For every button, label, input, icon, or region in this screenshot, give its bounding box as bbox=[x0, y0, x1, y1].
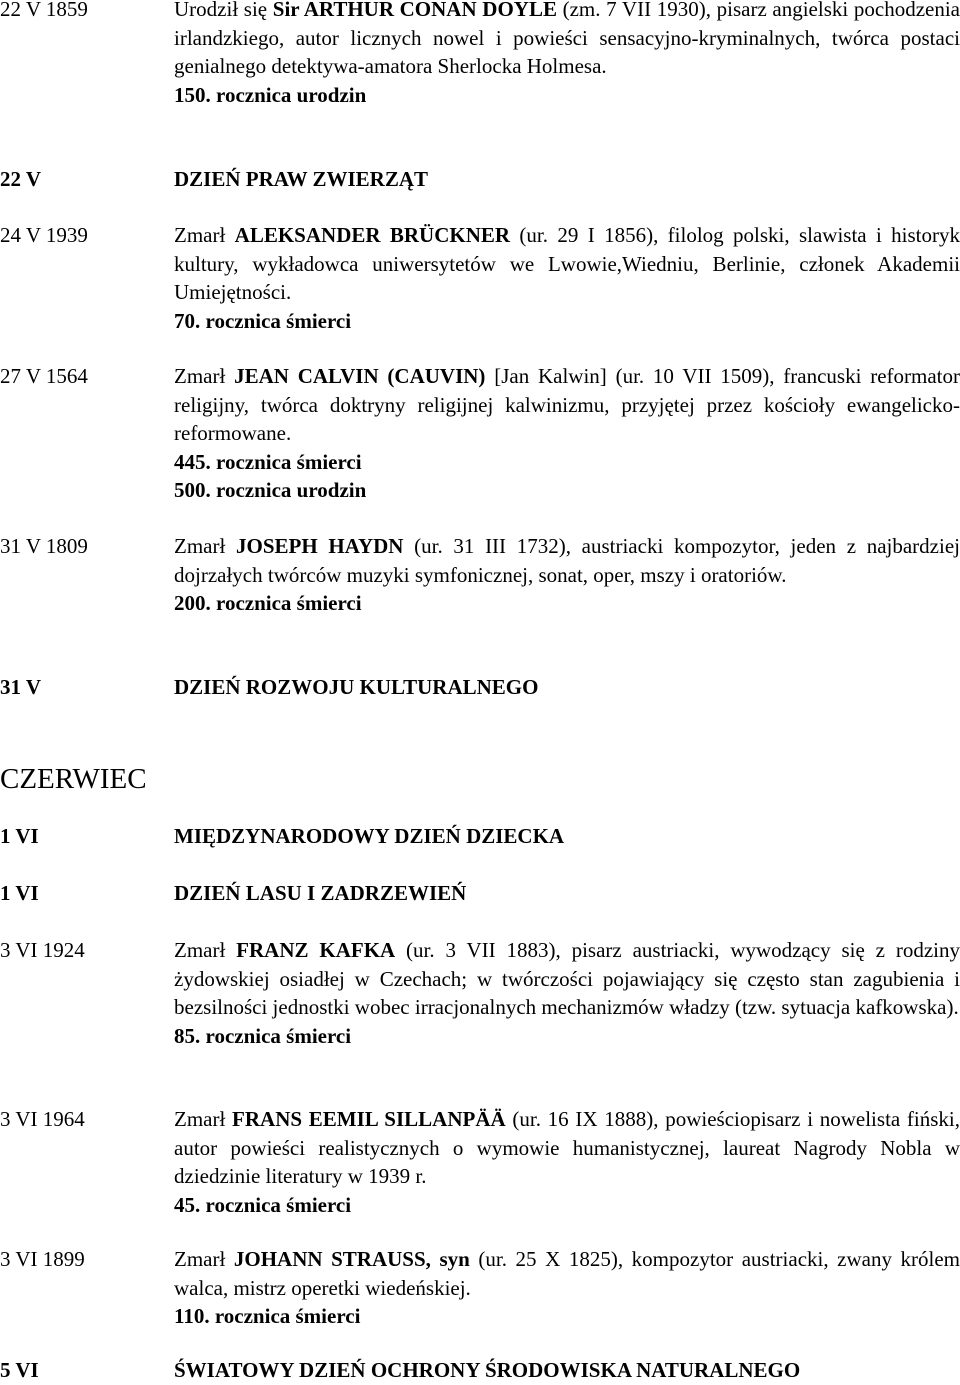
entry-prefix: Zmarł bbox=[174, 1247, 234, 1271]
entry-date: 31 V 1809 bbox=[0, 534, 88, 558]
entry-body bbox=[174, 0, 960, 109]
entry-text: (zm. 7 VII 1930), pisarz angielski pochodzenia irlandzkiego, autor licznych nowel i powieści sensacyjno-kryminalnych, twórca postaci genialnego detektywa-amatora Sherlocka Holmesa. bbox=[174, 0, 960, 78]
entry-prefix: Zmarł bbox=[174, 223, 235, 247]
anniversary: 200. rocznica śmierci bbox=[174, 591, 362, 615]
entry-date: 22 V 1859 bbox=[0, 0, 88, 21]
entry-prefix: Zmarł bbox=[174, 1107, 233, 1131]
person-name: FRANS EEMIL SILLANPÄÄ bbox=[232, 1107, 506, 1131]
entry-body bbox=[174, 1105, 960, 1219]
anniversary: 70. rocznica śmierci bbox=[174, 308, 352, 333]
entry-body bbox=[174, 1245, 960, 1331]
month-title: CZERWIEC bbox=[0, 763, 147, 795]
entry-prefix: Urodził się bbox=[174, 0, 273, 21]
entry-text: (ur. 29 I 1856), filolog polski, slawista i historyk kultury, wykładowca uniwersytetów we Lwowie,Wiedniu, Berlinie, członek Akademii Umiejętności. bbox=[174, 223, 960, 304]
entry-date: 1 VI bbox=[0, 824, 39, 848]
entry-description bbox=[174, 936, 960, 1022]
person-name: Sir ARTHUR CONAN DOYLE bbox=[272, 0, 557, 21]
entry-description bbox=[174, 532, 960, 589]
entry-description bbox=[174, 1105, 960, 1191]
observance-heading: DZIEŃ LASU I ZADRZEWIEŃ bbox=[174, 881, 467, 905]
entry-body bbox=[174, 1356, 960, 1385]
entry-body bbox=[174, 221, 960, 335]
entry-text: (ur. 25 X 1825), kompozytor austriacki, zwany królem walca, mistrz operetki wiedeńskiej. bbox=[174, 1247, 960, 1300]
entry-body bbox=[174, 532, 960, 618]
entry-body bbox=[174, 673, 960, 702]
observance-heading: DZIEŃ ROZWOJU KULTURALNEGO bbox=[174, 675, 539, 699]
entry-text: [Jan Kalwin] (ur. 10 VII 1509), francuski reformator religijny, twórca doktryny religijnej kalwinizmu, przyjętej przez kościoły ewangelicko-reformowane. bbox=[174, 364, 960, 445]
entry-date: 31 V bbox=[0, 675, 42, 699]
person-name: JEAN CALVIN (CAUVIN) bbox=[234, 364, 486, 388]
entry-body bbox=[174, 822, 960, 851]
entry-description bbox=[174, 362, 960, 448]
person-name: JOHANN STRAUSS, syn bbox=[233, 1247, 470, 1271]
observance-heading: DZIEŃ PRAW ZWIERZĄT bbox=[174, 167, 428, 191]
person-name: FRANZ KAFKA bbox=[236, 938, 396, 962]
entry-date: 3 VI 1899 bbox=[0, 1247, 85, 1271]
observance-heading: MIĘDZYNARODOWY DZIEŃ DZIECKA bbox=[174, 824, 565, 848]
entry-date: 3 VI 1924 bbox=[0, 938, 85, 962]
observance-heading: ŚWIATOWY DZIEŃ OCHRONY ŚRODOWISKA NATURALNEGO bbox=[174, 1358, 801, 1382]
anniversary: 85. rocznica śmierci bbox=[174, 1023, 352, 1048]
entry-prefix: Zmarł bbox=[174, 938, 237, 962]
entry-prefix: Zmarł bbox=[174, 364, 235, 388]
entry-body bbox=[174, 165, 960, 194]
entry-description bbox=[174, 1245, 960, 1302]
entry-date: 24 V 1939 bbox=[0, 223, 88, 247]
entry-body bbox=[174, 879, 960, 908]
entry-date: 1 VI bbox=[0, 881, 39, 905]
person-name: ALEKSANDER BRÜCKNER bbox=[234, 223, 511, 247]
anniversary: 445. rocznica śmierci bbox=[174, 449, 362, 474]
entry-body bbox=[174, 362, 960, 505]
person-name: JOSEPH HAYDN bbox=[236, 534, 404, 558]
entry-date: 22 V bbox=[0, 167, 42, 191]
entry-body bbox=[174, 936, 960, 1050]
entry-text: (ur. 3 VII 1883), pisarz austriacki, wywodzący się z rodziny żydowskiej osiadłej w Czechach; w twórczości pojawiający się często stan zagubienia i bezsilności jednostki wobec irracjonalnych mechanizmów władzy (tzw. sytuacja kafkowska). bbox=[174, 938, 960, 1019]
entry-prefix: Zmarł bbox=[174, 534, 236, 558]
anniversary: 500. rocznica urodzin bbox=[174, 478, 367, 502]
entry-text: (ur. 16 IX 1888), powieściopisarz i nowelista fiński, autor powieści realistycznych o wymowie humanistycznej, laureat Nagrody Nobla w dziedzinie literatury w 1939 r. bbox=[174, 1107, 960, 1188]
entry-date: 3 VI 1964 bbox=[0, 1107, 85, 1131]
entry-date: 27 V 1564 bbox=[0, 364, 88, 388]
entry-description bbox=[174, 0, 960, 81]
anniversary: 150. rocznica urodzin bbox=[174, 82, 367, 107]
entry-description bbox=[174, 221, 960, 307]
anniversary: 45. rocznica śmierci bbox=[174, 1192, 352, 1217]
anniversary: 110. rocznica śmierci bbox=[174, 1304, 361, 1328]
entry-date: 5 VI bbox=[0, 1358, 39, 1382]
entry-text: (ur. 31 III 1732), austriacki kompozytor, jeden z najbardziej dojrzałych twórców muzyki symfonicznej, sonat, oper, mszy i oratoriów. bbox=[174, 534, 960, 587]
